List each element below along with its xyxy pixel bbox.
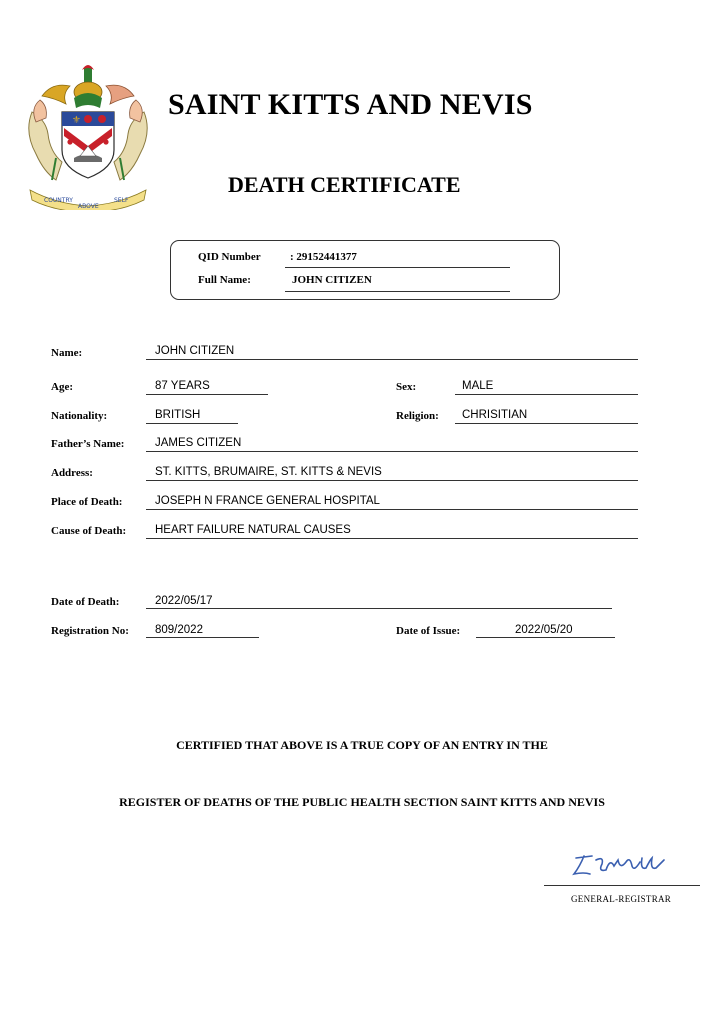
- document-title: DEATH CERTIFICATE: [228, 172, 461, 197]
- registrar-signature: [570, 850, 670, 880]
- registration-underline: [146, 637, 259, 638]
- nationality-underline: [146, 423, 238, 424]
- qid-value: : 29152441377: [290, 251, 357, 263]
- motto-word-3: SELF: [114, 197, 129, 204]
- religion-label: Religion:: [396, 410, 439, 422]
- certification-line-1: CERTIFIED THAT ABOVE IS A TRUE COPY OF AN ENTRY IN THE: [176, 738, 548, 752]
- country-title: SAINT KITTS AND NEVIS: [168, 88, 533, 121]
- fullname-underline: [285, 291, 510, 292]
- signature-line: [544, 885, 700, 886]
- svg-text:⚜: ⚜: [72, 115, 81, 126]
- date-of-issue-label: Date of Issue:: [396, 625, 461, 637]
- date-of-death-label: Date of Death:: [51, 596, 120, 608]
- age-value: 87 YEARS: [155, 380, 210, 392]
- age-label: Age:: [51, 381, 73, 393]
- date-of-death-value: 2022/05/17: [155, 595, 213, 607]
- place-of-death-label: Place of Death:: [51, 496, 123, 508]
- registration-value: 809/2022: [155, 624, 203, 636]
- cause-of-death-value: HEART FAILURE NATURAL CAUSES: [155, 524, 351, 536]
- fullname-value: JOHN CITIZEN: [292, 274, 372, 286]
- nationality-label: Nationality:: [51, 410, 108, 422]
- age-underline: [146, 394, 268, 395]
- qid-label: QID Number: [198, 251, 261, 263]
- certification-line-2: REGISTER OF DEATHS OF THE PUBLIC HEALTH SECTION SAINT KITTS AND NEVIS: [119, 795, 605, 809]
- nationality-value: BRITISH: [155, 409, 201, 421]
- motto-word-1: COUNTRY: [44, 197, 73, 204]
- fullname-label: Full Name:: [198, 274, 251, 286]
- religion-value: CHRISITIAN: [462, 409, 528, 421]
- motto-word-2: ABOVE: [78, 203, 99, 210]
- sex-underline: [455, 394, 638, 395]
- father-label: Father’s Name:: [51, 438, 125, 450]
- registrar-title: GENERAL-REGISTRAR: [571, 894, 672, 904]
- cause-of-death-underline: [146, 538, 638, 539]
- sex-value: MALE: [462, 380, 494, 392]
- name-label: Name:: [51, 347, 83, 359]
- address-value: ST. KITTS, BRUMAIRE, ST. KITTS & NEVIS: [155, 466, 382, 478]
- date-of-issue-value: 2022/05/20: [515, 624, 573, 636]
- coat-of-arms-emblem: [22, 62, 154, 210]
- name-underline: [146, 359, 638, 360]
- place-of-death-value: JOSEPH N FRANCE GENERAL HOSPITAL: [155, 495, 380, 507]
- cause-of-death-label: Cause of Death:: [51, 525, 127, 537]
- sex-label: Sex:: [396, 381, 417, 393]
- date-of-issue-underline: [476, 637, 615, 638]
- father-underline: [146, 451, 638, 452]
- address-label: Address:: [51, 467, 93, 479]
- address-underline: [146, 480, 638, 481]
- place-of-death-underline: [146, 509, 638, 510]
- name-value: JOHN CITIZEN: [155, 345, 235, 357]
- father-value: JAMES CITIZEN: [155, 437, 242, 449]
- date-of-death-underline: [146, 608, 612, 609]
- qid-underline: [285, 267, 510, 268]
- registration-label: Registration No:: [51, 625, 129, 637]
- religion-underline: [455, 423, 638, 424]
